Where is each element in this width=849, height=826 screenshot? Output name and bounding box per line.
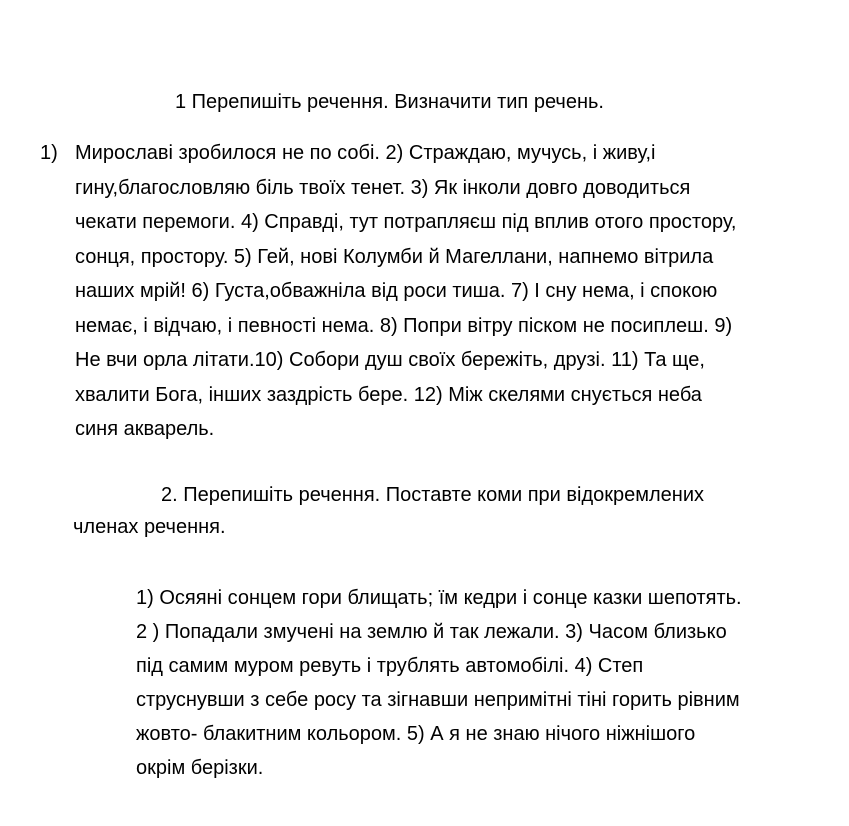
task2-line-3: під самим муром ревуть і трублять автомобілі. 4) Степ xyxy=(136,655,644,677)
task1-line-6: немає, і відчаю, і певності нема. 8) Попри вітру піском не посиплеш. 9) xyxy=(75,314,733,337)
task1-line-7: Не вчи орла літати.10) Собори душ своїх бережіть, друзі. 11) Та ще, xyxy=(75,349,705,371)
task1-line-8: хвалити Бога, інших заздрість бере. 12) Між скелями снується неба xyxy=(75,383,702,406)
task2-line-4: струснувши з себе росу та зігнавши непримітні тіні горить рівним xyxy=(136,689,740,711)
task2-sentences xyxy=(136,585,836,789)
task2-title-line-1: 2. Перепишіть речення. Поставте коми при відокремлених xyxy=(161,484,704,506)
task1-line-1 xyxy=(40,140,830,175)
task1-line-9: синя акварель. xyxy=(75,418,215,440)
task1-title: 1 Перепишіть речення. Визначити тип речень. xyxy=(175,91,604,113)
task2-line-2: 2 ) Попадали змучені на землю й так лежали. 3) Часом близько xyxy=(136,621,727,643)
task1-line-1-text: Мирославі зробилося не по собі. 2) Страждаю, мучусь, і живу,і xyxy=(75,142,656,164)
task1-number: 1) xyxy=(40,142,58,164)
task1-line-3: чекати перемоги. 4) Справді, тут потрапляєш під вплив отого простору, xyxy=(75,211,737,233)
task1-sentences xyxy=(40,140,830,451)
task1-line-5: наших мрій! 6) Густа,обважніла від роси тиша. 7) І сну нема, і спокою xyxy=(75,280,718,302)
task1-line-4: сонця, простору. 5) Гей, нові Колумби й Магеллани, напнемо вітрила xyxy=(75,245,714,268)
task2-title xyxy=(73,482,833,546)
task2-line-1: 1) Осяяні сонцем гори блищать; їм кедри і сонце казки шепотять. xyxy=(136,587,742,609)
task1-line-2: гину,благословляю біль твоїх тенет. 3) Як інколи довго доводиться xyxy=(75,176,691,199)
task2-line-5: жовто- блакитним кольором. 5) А я не знаю нічого ніжнішого xyxy=(136,723,696,745)
task2-title-line-2: членах речення. xyxy=(73,516,226,538)
task2-line-6: окрім берізки. xyxy=(136,757,264,779)
